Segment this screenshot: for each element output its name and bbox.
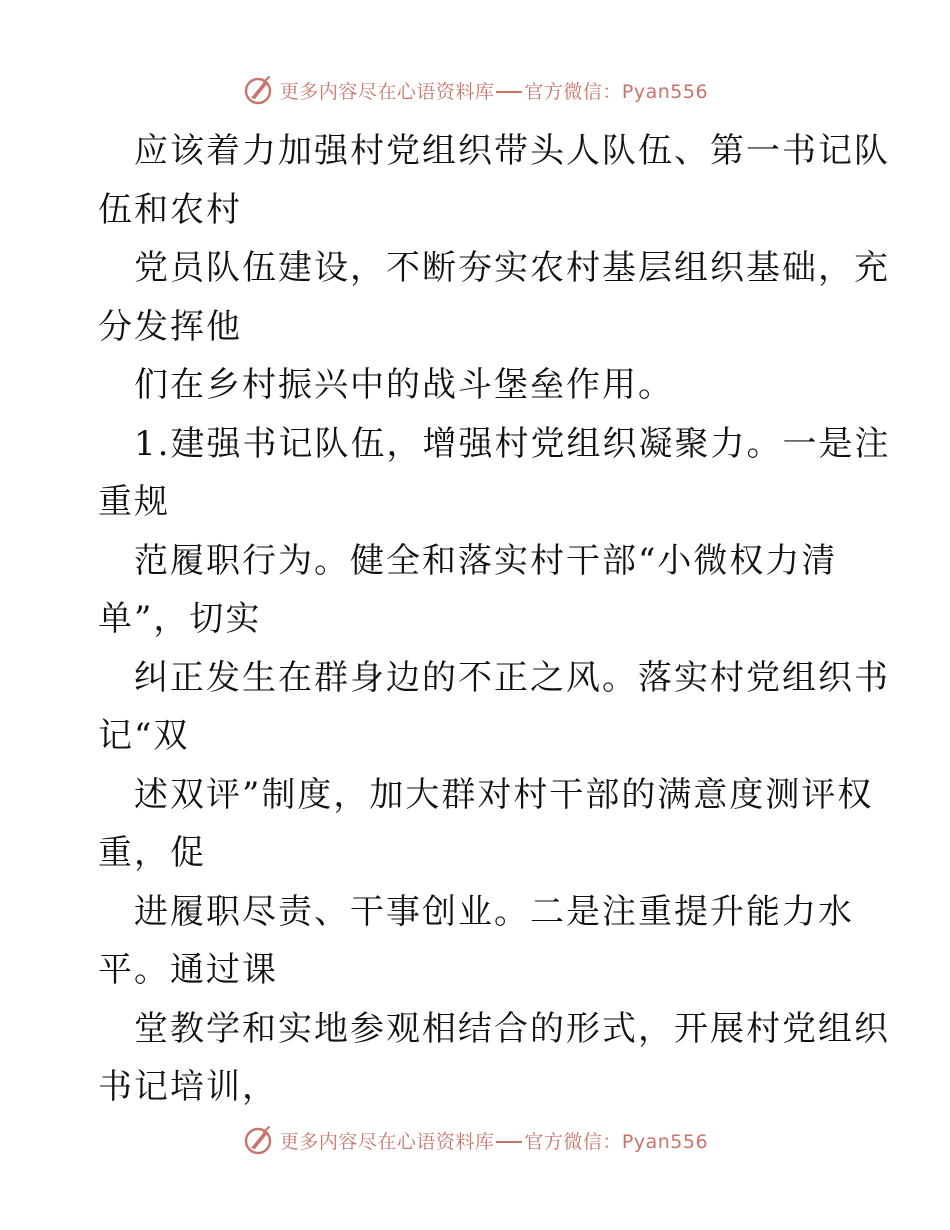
body-text-line: 书记培训，: [98, 1067, 278, 1107]
body-text-line: 范履职行为。健全和落实村干部“小微权力清: [134, 540, 838, 581]
body-text-line: 纠正发生在群身边的不正之风。落实村党组织书: [134, 657, 890, 698]
document-body: [98, 122, 891, 1117]
watermark-text: [280, 1127, 708, 1154]
footer-watermark-banner: [0, 1120, 950, 1160]
body-text-line: 堂教学和实地参观相结合的形式，开展村党组织: [134, 1008, 890, 1049]
body-text-line: 党员队伍建设，不断夯实农村基层组织基础，充: [134, 248, 890, 288]
body-text-line: 进履职尽责、干事创业。二是注重提升能力水: [134, 891, 854, 932]
watermark-dash: [496, 91, 522, 93]
quill-pen-logo-icon: [242, 74, 274, 106]
body-text-line: 应该着力加强村党组织带头人队伍、第一书记队: [134, 131, 890, 171]
watermark-text-tail: 官方微信：Pyan556: [524, 80, 709, 103]
body-text-line: 记“双: [98, 716, 190, 756]
body-text-line: 述双评”制度，加大群对村干部的满意度测评权: [134, 774, 874, 815]
watermark-text: [280, 77, 708, 104]
quill-pen-logo-icon: [242, 1124, 274, 1156]
header-watermark-banner: [0, 70, 950, 110]
watermark-text-main: 更多内容尽在心语资料库: [279, 80, 495, 103]
watermark-dash: [496, 1141, 522, 1143]
body-text-line: 们在乡村振兴中的战斗堡垒作用。: [134, 365, 674, 405]
body-text-line: 1.建强书记队伍，增强村党组织凝聚力。一是注: [134, 423, 891, 464]
body-text-line: 平。通过课: [98, 950, 278, 990]
watermark-text-tail: 官方微信：Pyan556: [524, 1130, 709, 1153]
body-text-line: 伍和农村: [98, 189, 242, 230]
body-text-line: 单”，切实: [98, 599, 262, 639]
body-text-line: 重，促: [98, 833, 206, 873]
body-text-line: 重规: [98, 482, 170, 522]
watermark-text-main: 更多内容尽在心语资料库: [279, 1130, 495, 1153]
body-text-line: 分发挥他: [98, 306, 242, 347]
